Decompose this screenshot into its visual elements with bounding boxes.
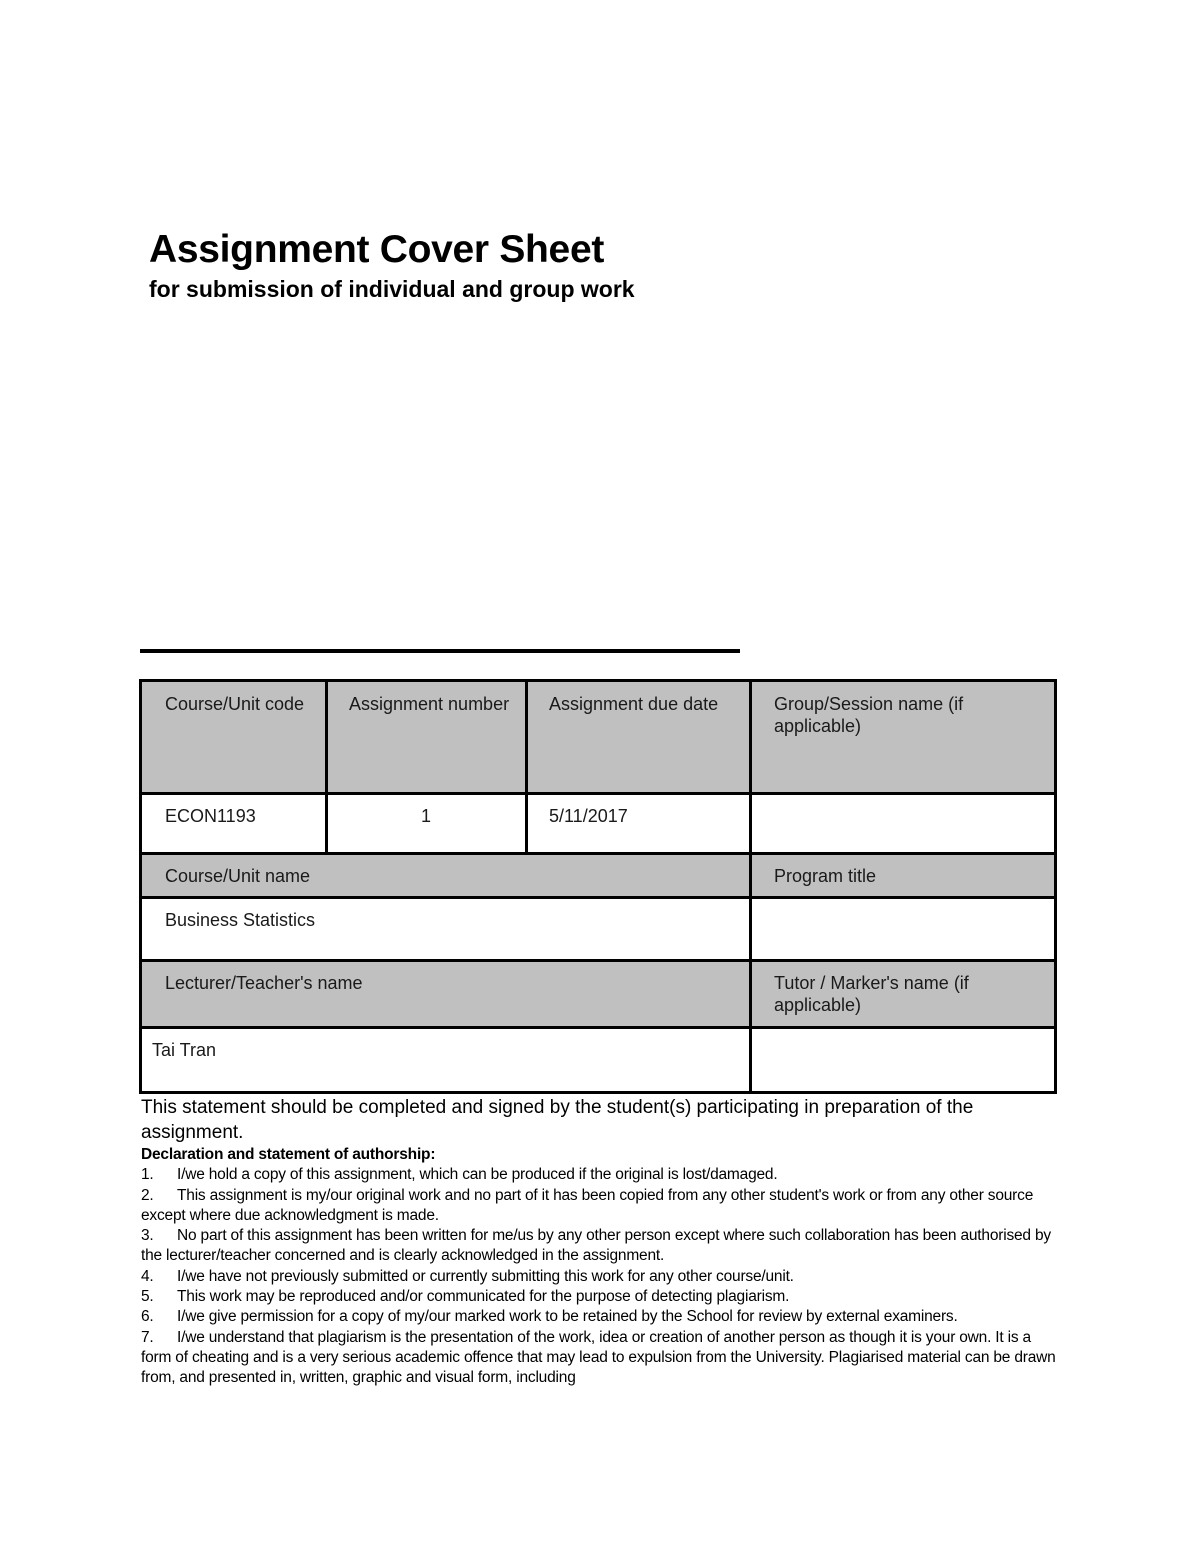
program-title-value[interactable] — [751, 898, 1054, 961]
declaration-item-number: 6. — [141, 1308, 154, 1326]
declaration-list — [141, 1165, 1061, 1388]
declaration-item-text: I/we give permission for a copy of my/our marked work to be retained by the School for review by external examiners. — [177, 1308, 958, 1326]
declaration-item-number: 4. — [141, 1267, 154, 1285]
course-code-label: Course/Unit code — [142, 682, 326, 794]
group-session-value[interactable] — [751, 794, 1054, 854]
declaration-item-text: This assignment is my/our original work and no part of it has been copied from any other student's work or from any other source except where due acknowledgment is made. — [141, 1186, 1034, 1224]
page-subtitle: for submission of individual and group work — [149, 276, 635, 302]
declaration-item-number: 5. — [141, 1288, 154, 1306]
declaration-item — [141, 1328, 1061, 1389]
declaration-item — [141, 1267, 1061, 1287]
declaration-item-text: No part of this assignment has been written for me/us by any other person except where such collaboration has been authorised by the lecturer/teacher concerned and is clearly acknowledged in the assignment. — [141, 1227, 1051, 1265]
declaration-item — [141, 1165, 1061, 1185]
lecturer-name-value[interactable]: Tai Tran — [152, 1040, 217, 1060]
course-name-label: Course/Unit name — [142, 854, 751, 898]
declaration-item-text: I/we hold a copy of this assignment, which can be produced if the original is lost/damaged. — [177, 1166, 778, 1184]
tutor-name-value[interactable] — [751, 1028, 1054, 1091]
declaration-item-text: I/we have not previously submitted or currently submitting this work for any other course/unit. — [177, 1267, 794, 1285]
grid-line — [749, 682, 752, 1091]
grid-line — [142, 896, 1054, 899]
grid-line — [142, 852, 1054, 855]
declaration-item — [141, 1307, 1061, 1327]
declaration-heading: Declaration and statement of authorship: — [141, 1146, 436, 1163]
due-date-value[interactable]: 5/11/2017 — [549, 806, 628, 826]
assignment-number-label: Assignment number — [326, 682, 526, 794]
declaration-item — [141, 1186, 1061, 1227]
grid-line — [142, 959, 1054, 962]
declaration-item — [141, 1287, 1061, 1307]
page-title: Assignment Cover Sheet — [149, 228, 605, 271]
lecturer-name-label: Lecturer/Teacher's name — [142, 961, 751, 1028]
cover-sheet-table — [139, 679, 1057, 1094]
grid-line — [142, 1026, 1054, 1029]
group-session-label: Group/Session name (if applicable) — [751, 682, 1054, 794]
due-date-label: Assignment due date — [526, 682, 751, 794]
declaration-item-text: This work may be reproduced and/or communicated for the purpose of detecting plagiarism. — [177, 1288, 790, 1306]
declaration-item-number: 7. — [141, 1328, 154, 1346]
declaration-item — [141, 1226, 1061, 1267]
tutor-name-label: Tutor / Marker's name (if applicable) — [751, 961, 1054, 1028]
course-name-value[interactable]: Business Statistics — [165, 910, 316, 930]
declaration-item-number: 3. — [141, 1227, 154, 1245]
program-title-label: Program title — [751, 854, 1054, 898]
assignment-number-value[interactable]: 1 — [420, 806, 431, 826]
separator-rule — [140, 649, 740, 653]
course-code-value[interactable]: ECON1193 — [165, 806, 256, 826]
grid-line — [525, 682, 528, 854]
declaration-item-number: 2. — [141, 1186, 154, 1204]
declaration-intro: This statement should be completed and signed by the student(s) participating in preparation of the assignment. — [141, 1097, 974, 1143]
grid-line — [325, 682, 328, 854]
declaration-item-text: I/we understand that plagiarism is the presentation of the work, idea or creation of another person as though it is your own. It is a form of cheating and is a very serious academic offence that may lead to expulsion from the University. Plagiarised material can be drawn from, and presented in, written, graphic and visual form, including — [141, 1328, 1056, 1387]
declaration-section — [141, 1095, 1061, 1389]
grid-line — [142, 792, 1054, 795]
declaration-item-number: 1. — [141, 1166, 154, 1184]
